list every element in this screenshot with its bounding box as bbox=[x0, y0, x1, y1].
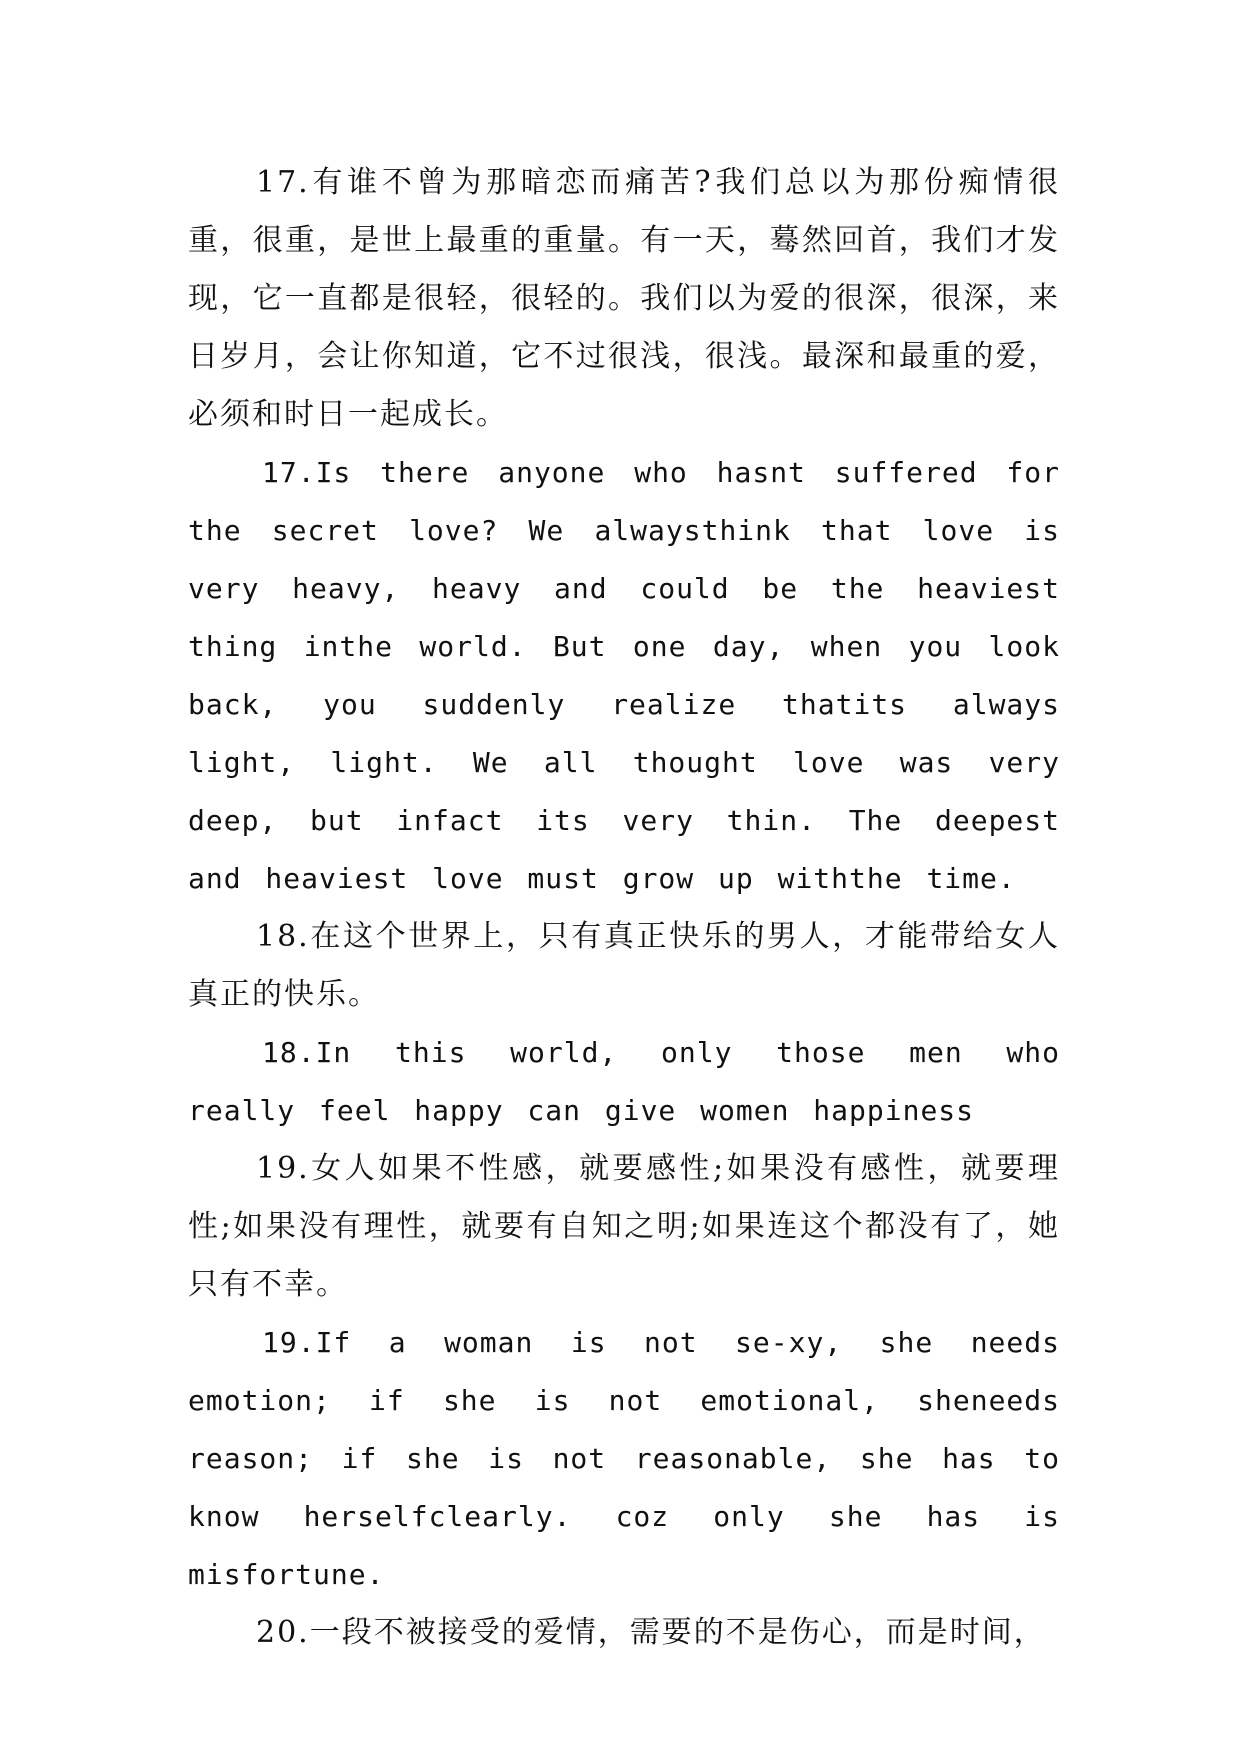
paragraph-18-en: 18.In this world, only those men who really feel happy can give women happiness bbox=[188, 1036, 1060, 1127]
paragraph-17-en: 17.Is there anyone who hasnt suffered for the secret love? We alwaysthink that love is very heavy, heavy and could be the heaviest thing inthe world. But one day, when you look back, you suddenly realize thatits always light, light. We all thought love was very deep, but infact its very thin. The deepest and heaviest love must grow up withthe time. bbox=[188, 456, 1060, 895]
paragraph-20-zh: 20.一段不被接受的爱情，需要的不是伤心，而是时间， bbox=[256, 1615, 1046, 1650]
paragraph-19-zh: 19.女人如果不性感，就要感性;如果没有感性，就要理性;如果没有理性，就要有自知之明;如果连这个都没有了，她只有不幸。 bbox=[188, 1151, 1060, 1302]
document-body bbox=[188, 154, 1060, 1662]
paragraph-18-zh: 18.在这个世界上，只有真正快乐的男人，才能带给女人真正的快乐。 bbox=[188, 919, 1060, 1012]
paragraph-17-zh: 17.有谁不曾为那暗恋而痛苦?我们总以为那份痴情很重，很重，是世上最重的重量。有一天，蓦然回首，我们才发现，它一直都是很轻，很轻的。我们以为爱的很深，很深，来日岁月，会让你知道，它不过很浅，很浅。最深和最重的爱，必须和时日一起成长。 bbox=[188, 165, 1060, 432]
paragraph-19-en: 19.If a woman is not se-xy, she needs emotion; if she is not emotional, sheneeds reason; if she is not reasonable, she has to know herselfclearly. coz only she has is misfortune. bbox=[188, 1326, 1060, 1591]
